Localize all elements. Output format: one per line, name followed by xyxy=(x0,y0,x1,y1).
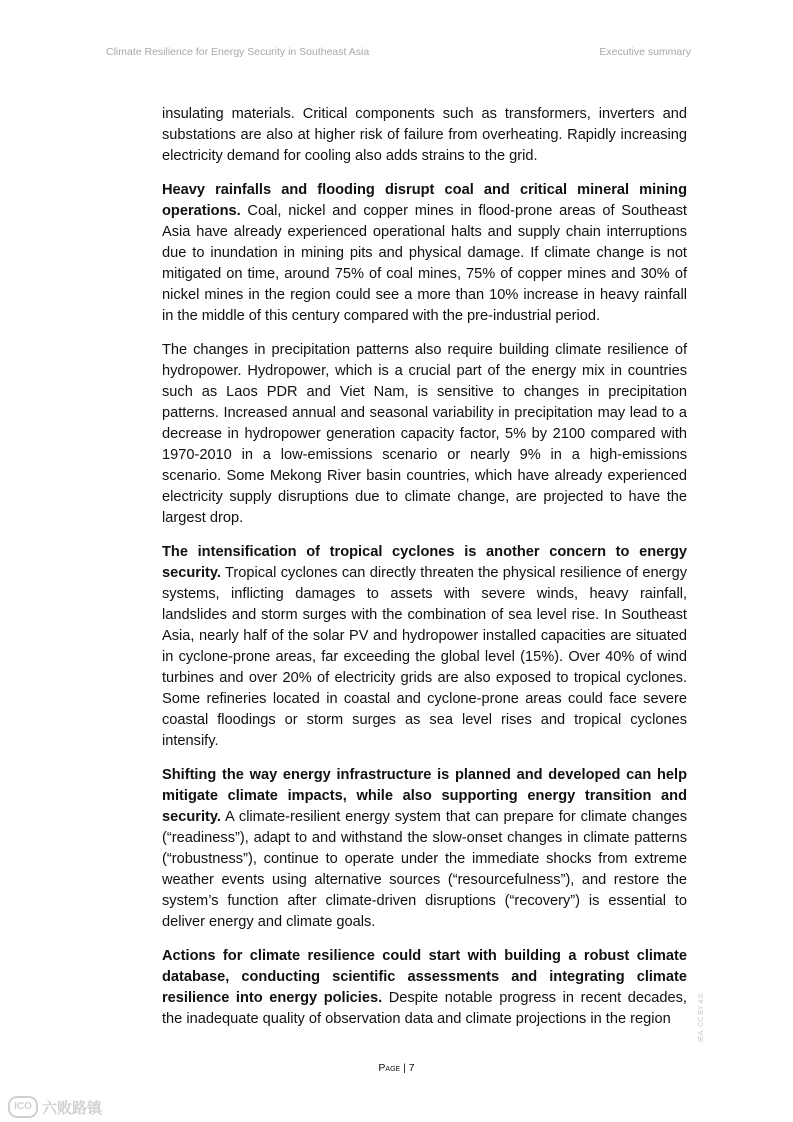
watermark-logo-icon: ICO xyxy=(8,1096,38,1118)
paragraph-text: Tropical cyclones can directly threaten the physical resilience of energy systems, inflicting damages to assets with severe winds, heavy rainfall, landslides and storm surges with the combination of sea level rise. In Southeast Asia, nearly half of the solar PV and hydropower installed capacities are situated in cyclone-prone areas, far exceeding the global level (15%). Over 40% of wind turbines and over 20% of electricity grids are also exposed to tropical cyclones. Some refineries located in coastal and cyclone-prone areas could face severe coastal floodings or storm surges as sea level rises and tropical cyclones intensify. xyxy=(162,565,687,749)
paragraph-lead: Shifting the way energy infrastructure is planned and developed can help mitigate climate impacts, while also supporting energy transition and security. xyxy=(162,767,687,825)
paragraph-mining-flooding xyxy=(162,180,687,327)
paragraph-grid-overheating xyxy=(162,104,687,167)
header-section-title: Executive summary xyxy=(599,46,691,58)
page-separator: | xyxy=(400,1062,409,1074)
paragraph-lead: Actions for climate resilience could start with building a robust climate database, conducting scientific assessments and integrating climate resilience into energy policies. xyxy=(162,948,687,1006)
paragraph-tropical-cyclones xyxy=(162,542,687,752)
page-footer xyxy=(0,1062,793,1074)
page-number: 7 xyxy=(408,1062,415,1074)
paragraph-hydropower xyxy=(162,340,687,529)
watermark xyxy=(8,1096,102,1118)
paragraph-lead: Heavy rainfalls and flooding disrupt coal and critical mineral mining operations. xyxy=(162,182,687,219)
paragraph-text: Despite notable progress in recent decades, the inadequate quality of observation data and climate projections in the region xyxy=(162,990,687,1027)
paragraph-text: The changes in precipitation patterns also require building climate resilience of hydropower. Hydropower, which is a crucial part of the energy mix in countries such as Laos PDR and Viet Nam, is sensitive to changes in precipitation patterns. Increased annual and seasonal variability in precipitation may lead to a decrease in hydropower generation capacity factor, 5% by 2100 compared with 1970-2010 in a low-emissions scenario or nearly 9% in a high-emissions scenario. Some Mekong River basin countries, which have already experienced electricity supply disruptions due to climate change, are projected to have the largest drop. xyxy=(162,342,687,526)
paragraph-climate-actions xyxy=(162,946,687,1030)
body-text xyxy=(162,104,687,1043)
paragraph-lead: The intensification of tropical cyclones is another concern to energy security. xyxy=(162,544,687,581)
watermark-text: 六败路镇 xyxy=(42,1099,103,1117)
page-label: Page xyxy=(378,1062,401,1074)
running-header xyxy=(106,46,691,58)
paragraph-infrastructure-planning xyxy=(162,765,687,933)
license-note: IEA. CC BY 4.0. xyxy=(698,991,705,1042)
paragraph-text: insulating materials. Critical components such as transformers, inverters and substations are also at higher risk of failure from overheating. Rapidly increasing electricity demand for cooling also adds strains to the grid. xyxy=(162,106,687,164)
header-report-title: Climate Resilience for Energy Security in Southeast Asia xyxy=(106,46,370,58)
paragraph-text: A climate-resilient energy system that can prepare for climate changes (“readiness”), adapt to and withstand the slow-onset changes in climate patterns (“robustness”), continue to operate under the immediate shocks from extreme weather events using alternative sources (“resourcefulness”), and restore the system’s function after climate-driven disruptions (“recovery”) is essential to deliver energy and climate goals. xyxy=(162,809,687,930)
paragraph-text: Coal, nickel and copper mines in flood-prone areas of Southeast Asia have already experienced operational halts and supply chain interruptions due to inundation in mining pits and physical damage. If climate change is not mitigated on time, around 75% of coal mines, 75% of copper mines and 30% of nickel mines in the region could see a more than 10% increase in heavy rainfall in the middle of this century compared with the pre-industrial period. xyxy=(162,203,687,324)
